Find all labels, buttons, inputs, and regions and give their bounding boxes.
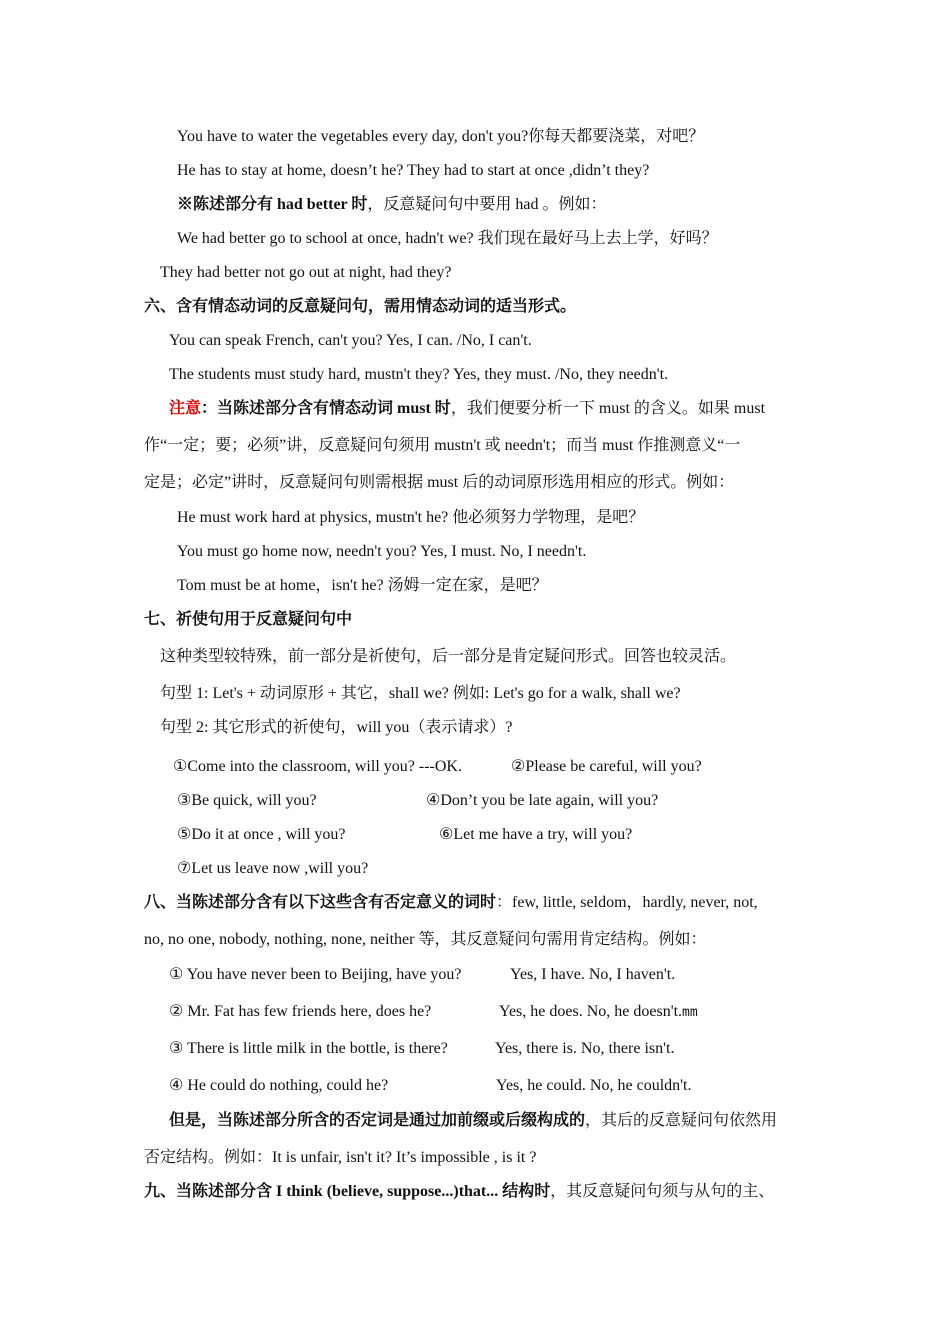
text-line: [177, 195, 606, 215]
text-line: Tom must be at home，isn't he? 汤姆一定在家，是吧？: [177, 577, 548, 594]
text-line: 这种类型较特殊，前一部分是祈使句，后一部分是肯定疑问形式。回答也较灵活。: [160, 648, 737, 665]
section-heading-8: [144, 893, 758, 913]
text-line: 句型 2: 其它形式的祈使句，will you（表示请求）?: [160, 719, 513, 736]
text-line: You must go home now, needn't you? Yes, I must. No, I needn't.: [177, 543, 587, 560]
example-item: ④ He could do nothing, could he?: [169, 1077, 389, 1094]
text-span: ：few, little, seldom，hardly, never, not,: [496, 894, 758, 911]
text-span: ，其后的反意疑问句依然用: [585, 1112, 778, 1129]
text-line: We had better go to school at once, hadn't we? 我们现在最好马上去上学，好吗？: [177, 230, 718, 247]
example-item: ④Don’t you be late again, will you?: [426, 792, 659, 809]
text-line: 否定结构。例如：It is unfair, isn't it? It’s impossible , is it ?: [144, 1149, 537, 1166]
example-answer: Yes, there is. No, there isn't.: [495, 1040, 675, 1057]
example-answer: Yes, I have. No, I haven't.: [510, 966, 676, 983]
example-item: ② Mr. Fat has few friends here, does he?: [169, 1003, 432, 1020]
example-answer: Yes, he could. No, he couldn't.: [496, 1077, 692, 1094]
text-span: ，反意疑问句中要用 had 。例如：: [367, 196, 607, 213]
text-line: The students must study hard, mustn't they? Yes, they must. /No, they needn't.: [169, 366, 669, 383]
text-line: no, no one, nobody, nothing, none, neither 等，其反意疑问句需用肯定结构。例如：: [144, 931, 707, 948]
text-span: ，其反意疑问句须与从句的主、: [550, 1183, 775, 1200]
example-answer: [499, 1002, 698, 1023]
stray-mark: mm: [682, 1005, 698, 1020]
text-line: 定是；必定”讲时，反意疑问句则需根据 must 后的动词原形选用相应的形式。例如：: [144, 474, 735, 491]
section-heading-9: [144, 1182, 774, 1202]
example-item: ①Come into the classroom, will you? ---OK.: [173, 758, 462, 775]
example-item: ⑥Let me have a try, will you?: [439, 826, 633, 843]
text-line: You have to water the vegetables every day, don't you?你每天都要浇菜，对吧？: [177, 128, 705, 145]
emphasis-text: ：当陈述部分含有情态动词 must 时: [201, 400, 451, 417]
text-line: He must work hard at physics, mustn't he? 他必须努力学物理，是吧？: [177, 509, 645, 526]
emphasis-text: 但是，当陈述部分所含的否定词是通过加前缀或后缀构成的: [169, 1112, 586, 1129]
note-label: 注意: [169, 400, 202, 417]
example-item: ②Please be careful, will you?: [511, 758, 702, 775]
text-line: [169, 1111, 777, 1131]
section-heading-6: 六、含有情态动词的反意疑问句，需用情态动词的适当形式。: [144, 298, 577, 315]
example-item: ⑤Do it at once , will you?: [177, 826, 346, 843]
example-item: ⑦Let us leave now ,will you?: [177, 860, 369, 877]
text-line: [169, 399, 765, 419]
example-item: ① You have never been to Beijing, have you?: [169, 966, 462, 983]
heading-text: 八、当陈述部分含有以下这些含有否定意义的词时: [144, 894, 497, 911]
text-span: Yes, he does. No, he doesn't.: [499, 1003, 683, 1020]
heading-text: 九、当陈述部分含 I think (believe, suppose...)that... 结构时: [144, 1183, 551, 1200]
text-line: 句型 1: Let's + 动词原形 + 其它，shall we? 例如: Let's go for a walk, shall we?: [160, 685, 681, 702]
example-item: ③ There is little milk in the bottle, is there?: [169, 1040, 448, 1057]
emphasis-text: ※陈述部分有 had better 时: [177, 196, 368, 213]
section-heading-7: 七、祈使句用于反意疑问句中: [144, 611, 353, 628]
example-item: ③Be quick, will you?: [177, 792, 317, 809]
text-line: 作“一定；要；必须”讲，反意疑问句须用 mustn't 或 needn't；而当 must 作推测意义“一: [144, 437, 741, 454]
text-line: You can speak French, can't you? Yes, I can. /No, I can't.: [169, 332, 532, 349]
text-line: He has to stay at home, doesn’t he? They had to start at once ,didn’t they?: [177, 162, 650, 179]
text-line: They had better not go out at night, had they?: [160, 264, 452, 281]
text-span: ，我们便要分析一下 must 的含义。如果 must: [450, 400, 766, 417]
